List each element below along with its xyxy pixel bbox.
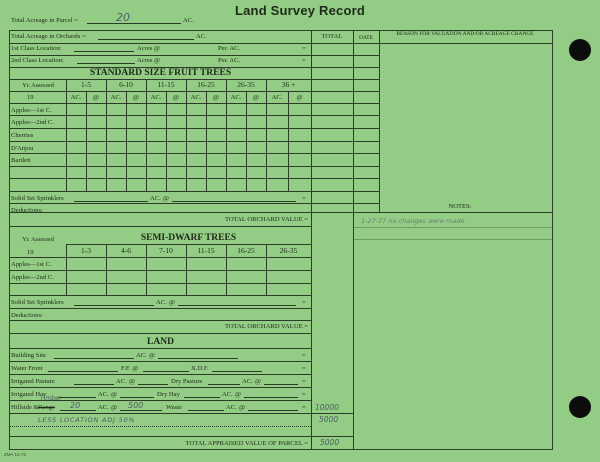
second-class-blank (77, 57, 135, 64)
std-sub-at-5: @ (252, 94, 260, 101)
water-front-equals: = (302, 365, 306, 372)
rule-28 (10, 387, 311, 388)
dry-hay-rate-blank (244, 391, 298, 398)
std-sprinklers-label: Solid Set Sprinklers (11, 195, 64, 202)
dry-pasture-ac: AC. (242, 378, 253, 385)
standard-yr-assessed: Yr. Assessed (22, 82, 54, 89)
first-class-equals: = (302, 45, 306, 52)
water-front-xdf: X.D.F. (191, 365, 209, 372)
punch-hole-bottom (569, 396, 591, 418)
semi-range-4: 11-15 (197, 246, 215, 255)
irrigated-hay-rate-blank (120, 391, 154, 398)
std-col-5 (226, 79, 227, 191)
hay-equals: = (302, 391, 306, 398)
pasture-equals: = (302, 378, 306, 385)
rule-16 (10, 226, 311, 227)
std-sub-ac-5: AC. (230, 94, 242, 101)
dry-hay-blank (184, 391, 220, 398)
building-site-rate-blank (158, 352, 238, 359)
notes-handwriting: 1-27-77 no changes were made (361, 217, 465, 225)
rule-26 (10, 361, 311, 362)
waste-label: Waste (166, 404, 182, 411)
semi-range-3: 7-10 (159, 246, 173, 255)
total-parcel-value: 20 (116, 11, 130, 24)
water-front-xdf-blank (212, 365, 262, 372)
rule-27 (10, 374, 311, 375)
waste-at: @ (239, 404, 246, 411)
semi-sprinklers-label: Solid Set Sprinklers (11, 299, 64, 306)
std-col-3 (146, 79, 147, 191)
total-appraised-value: 5000 (320, 438, 340, 447)
punch-hole-top (569, 39, 591, 61)
water-front-label: Water Front (11, 365, 43, 372)
semi-sprinklers-rate-blank (178, 299, 296, 306)
irrigated-hay-ac: AC. (98, 391, 109, 398)
waste-ac: AC. (226, 404, 237, 411)
timber-handwriting: Timber (40, 395, 62, 402)
range-struck-label: Range (38, 404, 55, 411)
std-sub-at-3: @ (172, 94, 180, 101)
std-sub-at-6: @ (296, 94, 303, 101)
dry-hay-label: Dry Hay (157, 391, 180, 398)
semi-dwarf-title: SEMI-DWARF TREES (140, 233, 237, 243)
land-title: LAND (147, 337, 174, 347)
irrigated-hay-at: @ (111, 391, 118, 398)
irrigated-pasture-blank (74, 378, 114, 385)
irrigated-pasture-at: @ (129, 378, 136, 385)
std-col-1 (66, 79, 67, 191)
building-site-blank (54, 352, 134, 359)
semi-col-6 (266, 244, 267, 295)
first-class-acres: Acres @ (137, 45, 161, 52)
std-row-apples-2nd: Apples—2nd C. (11, 119, 54, 126)
std-total-orchard: TOTAL ORCHARD VALUE = (225, 216, 308, 223)
dry-pasture-rate-blank (264, 378, 298, 385)
dry-pasture-label: Dry Pasture (171, 378, 203, 385)
semi-col-3 (146, 244, 147, 295)
std-row-cherries: Cherries (11, 132, 34, 139)
std-col-2 (106, 79, 107, 191)
std-sub-at-1: @ (92, 94, 100, 101)
semi-year-prefix: 19 (27, 249, 34, 256)
rule-24 (10, 333, 311, 334)
total-column-divider-left (311, 31, 312, 450)
rule-1 (10, 43, 553, 44)
rule-32 (10, 436, 353, 437)
std-sub-at-4: @ (212, 94, 220, 101)
standard-range-4: 16-25 (197, 80, 215, 89)
irrigated-pasture-ac: AC. (116, 378, 127, 385)
std-sub-3 (166, 91, 167, 191)
semi-col-2 (106, 244, 107, 295)
semi-deductions-label: Deductions: (11, 312, 43, 319)
date-header: DATE (358, 35, 374, 41)
std-sub-ac-1: AC. (70, 94, 82, 101)
dry-hay-ac: AC. (222, 391, 233, 398)
water-front-ff-blank (143, 365, 189, 372)
std-sub-ac-2: AC. (110, 94, 122, 101)
rule-23 (10, 320, 311, 321)
hillside-ac: AC. (98, 404, 109, 411)
hillside-rate-value: 500 (128, 401, 144, 410)
second-class-per: Per. AC. (218, 57, 241, 64)
irrigated-hay-blank (58, 391, 96, 398)
standard-range-3: 11-15 (157, 80, 175, 89)
total-orchards-label: Total Acreage in Orchards = (11, 33, 86, 40)
hillside-at: @ (111, 404, 118, 411)
water-front-ff: F.F. @ (121, 365, 139, 372)
second-class-label: 2nd Class Location: (11, 57, 64, 64)
std-sub-1 (86, 91, 87, 191)
std-sprinklers-ac: AC. (150, 195, 161, 202)
standard-range-6: 36 + (281, 80, 296, 89)
std-sub-6 (288, 91, 289, 191)
std-sprinklers-blank (74, 195, 148, 202)
semi-range-6: 26-35 (279, 246, 298, 255)
hillside-total-value: 10000 (315, 403, 339, 412)
rule-2 (10, 55, 380, 56)
std-sub-5 (246, 91, 247, 191)
semi-sprinklers-blank (74, 299, 154, 306)
building-site-equals: = (302, 352, 306, 359)
total-parcel-label: Total Acreage in Parcel = (11, 17, 78, 24)
std-sub-ac-3: AC. (150, 94, 162, 101)
dry-pasture-at: @ (255, 378, 262, 385)
semi-sprinklers-at: @ (169, 299, 176, 306)
std-sub-ac-4: AC. (190, 94, 202, 101)
rule-25 (10, 348, 311, 349)
rule-15 (10, 212, 553, 213)
std-col-6 (266, 79, 267, 191)
irrigated-pasture-label: Irrigated Pasture (11, 378, 55, 385)
building-site-label: Building Site (11, 352, 46, 359)
std-sub-at-2: @ (132, 94, 140, 101)
semi-row-apples-1st: Apples—1st C. (11, 261, 52, 268)
waste-blank (188, 404, 224, 411)
first-class-label: 1st Class Location: (11, 45, 62, 52)
irrigated-hay-label: Irrigated Hay (11, 391, 47, 398)
standard-range-2: 6-10 (119, 80, 133, 89)
total-header: TOTAL (321, 33, 343, 40)
second-class-equals: = (302, 57, 306, 64)
total-orchards-blank (98, 33, 194, 40)
notes-rule-1 (353, 227, 553, 228)
first-class-per: Per. AC. (218, 45, 241, 52)
semi-total-orchard: TOTAL ORCHARD VALUE = (225, 323, 308, 330)
semi-range-1: 1-3 (81, 246, 91, 255)
rule-21 (10, 295, 311, 296)
rule-14 (10, 203, 380, 204)
std-sprinklers-equals: = (302, 195, 306, 202)
total-column-divider-right (353, 31, 354, 450)
hillside-label: Hillside & (11, 404, 39, 411)
total-parcel-ac: AC. (183, 17, 194, 24)
hillside-acres-value: 20 (70, 401, 81, 410)
form-code: ZMA 12-73 (4, 452, 27, 457)
reason-header: REASON FOR VALUATION AND/OR ACREAGE CHANGE (396, 31, 534, 37)
total-orchards-ac: AC. (196, 33, 207, 40)
irrigated-pasture-rate-blank (138, 378, 168, 385)
rule-31 (10, 426, 311, 427)
rule-13 (10, 191, 380, 192)
standard-trees-title: STANDARD SIZE FRUIT TREES (89, 68, 232, 78)
standard-range-5: 26-35 (237, 80, 255, 89)
notes-label: NOTES: (448, 203, 472, 210)
date-column-divider (379, 31, 380, 212)
std-sprinklers-rate-blank (172, 195, 296, 202)
standard-range-1: 1-5 (81, 80, 91, 89)
std-col-4 (186, 79, 187, 191)
rule-17 (66, 244, 311, 245)
water-front-blank (48, 365, 118, 372)
std-row-bartlett: Bartlett (11, 157, 31, 164)
survey-form-frame (9, 30, 553, 450)
standard-year-prefix: 19 (27, 94, 34, 101)
semi-col-5 (226, 244, 227, 295)
total-parcel-blank (87, 17, 181, 24)
semi-yr-assessed: Yr. Assessed (22, 236, 54, 243)
dry-pasture-blank (208, 378, 240, 385)
semi-sprinklers-equals: = (302, 299, 306, 306)
rule-22 (10, 308, 311, 309)
rule-30 (10, 413, 353, 414)
page-title: Land Survey Record (234, 3, 366, 18)
building-site-at: @ (149, 352, 156, 359)
waste-rate-blank (248, 404, 298, 411)
std-sub-4 (206, 91, 207, 191)
second-class-acres: Acres @ (137, 57, 161, 64)
semi-row-apples-2nd: Apples—2nd C. (11, 274, 54, 281)
semi-range-5: 16-25 (237, 246, 255, 255)
hillside-equals: = (302, 404, 306, 411)
std-sub-2 (126, 91, 127, 191)
notes-rule-2 (353, 239, 553, 240)
dry-hay-at: @ (235, 391, 242, 398)
std-row-danjou: D'Anjou (11, 145, 34, 152)
std-sprinklers-at: @ (163, 195, 170, 202)
semi-col-1 (66, 244, 67, 295)
less-location-handwriting: LESS LOCATION ADJ 50% (38, 416, 136, 424)
building-site-ac: AC. (136, 352, 147, 359)
total-appraised-label: TOTAL APPRAISED VALUE OF PARCEL = (185, 440, 308, 447)
semi-sprinklers-ac: AC. (156, 299, 167, 306)
std-deductions-label: Deductions: (11, 207, 43, 214)
semi-col-4 (186, 244, 187, 295)
semi-range-2: 4-6 (121, 246, 131, 255)
first-class-blank (74, 45, 134, 52)
std-sub-ac-6: AC. (271, 94, 283, 101)
std-row-apples-1st: Apples—1st C. (11, 107, 52, 114)
less-location-total: 5000 (319, 415, 339, 424)
